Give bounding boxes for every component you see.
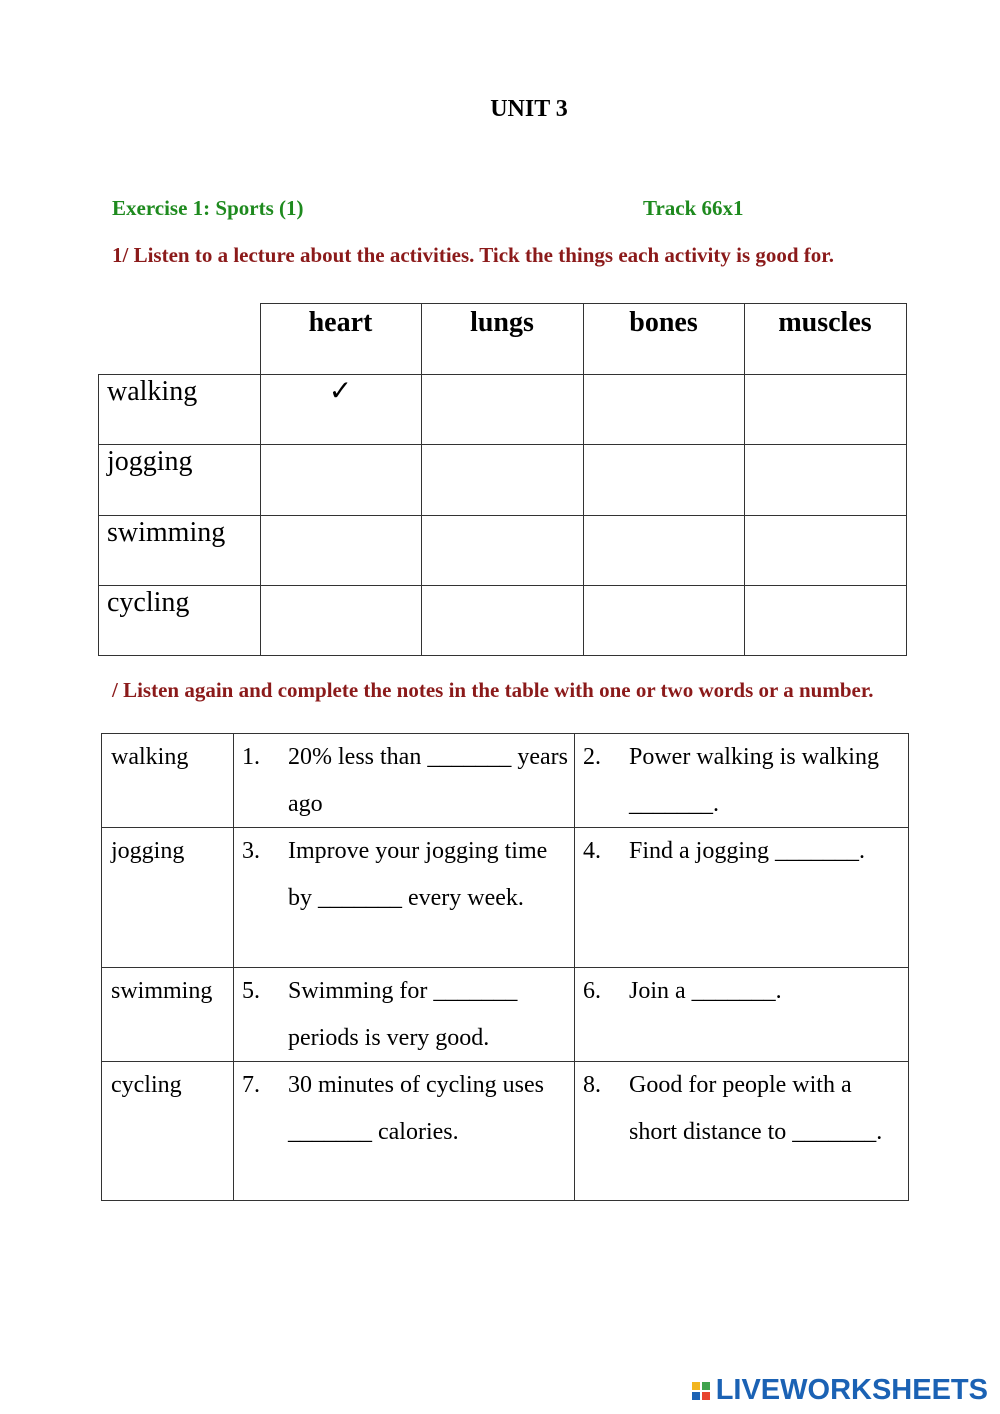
column-header-heart: heart bbox=[308, 307, 373, 338]
tick-cell[interactable] bbox=[260, 515, 421, 585]
column-header-lungs: lungs bbox=[470, 307, 534, 338]
note-number: 5. bbox=[242, 978, 260, 1004]
instruction-1: 1/ Listen to a lecture about the activities. Tick the things each activity is good for. bbox=[112, 243, 834, 267]
liveworksheets-logo-icon bbox=[691, 1381, 713, 1401]
note-number: 2. bbox=[583, 744, 601, 770]
note-text: Find a jogging _______. bbox=[629, 838, 866, 864]
tick-cell[interactable] bbox=[421, 585, 583, 655]
column-header-muscles: muscles bbox=[778, 307, 872, 338]
tick-cell[interactable] bbox=[744, 374, 906, 444]
exercise-title: Exercise 1: Sports (1) bbox=[112, 196, 304, 220]
tick-cell[interactable] bbox=[583, 374, 744, 444]
note-number: 8. bbox=[583, 1072, 601, 1098]
note-item-5[interactable] bbox=[234, 968, 574, 1061]
tick-table bbox=[98, 303, 907, 656]
note-number: 6. bbox=[583, 978, 601, 1004]
tick-cell[interactable]: ✓ bbox=[328, 376, 353, 407]
row-label-jogging: jogging bbox=[107, 446, 193, 477]
tick-cell[interactable] bbox=[744, 515, 906, 585]
tick-cell[interactable] bbox=[421, 444, 583, 515]
column-header-bones: bones bbox=[629, 307, 698, 338]
note-item-8[interactable] bbox=[575, 1062, 908, 1155]
notes-table bbox=[101, 733, 909, 1201]
note-item-1[interactable] bbox=[234, 734, 574, 827]
track-label: Track 66x1 bbox=[643, 196, 744, 220]
table-row bbox=[102, 1062, 909, 1201]
row-label-cycling: cycling bbox=[107, 587, 190, 618]
tick-cell[interactable] bbox=[260, 444, 421, 515]
row-label-swimming: swimming bbox=[107, 517, 226, 548]
tick-cell[interactable] bbox=[260, 585, 421, 655]
logo-text: LIVEWORKSHEETS bbox=[715, 1374, 988, 1406]
notes-activity-cycling: cycling bbox=[102, 1062, 234, 1201]
tick-cell[interactable] bbox=[583, 585, 744, 655]
liveworksheets-logo[interactable] bbox=[691, 1374, 988, 1407]
note-text: Power walking is walking _______. bbox=[629, 744, 879, 817]
note-item-4[interactable] bbox=[575, 828, 908, 875]
note-number: 7. bbox=[242, 1072, 260, 1098]
tick-cell[interactable] bbox=[583, 515, 744, 585]
row-label-walking: walking bbox=[107, 376, 198, 407]
note-number: 4. bbox=[583, 838, 601, 864]
tick-cell[interactable] bbox=[583, 444, 744, 515]
note-number: 3. bbox=[242, 838, 260, 864]
table-row bbox=[102, 734, 909, 828]
note-text: Improve your jogging time by _______ every week. bbox=[288, 838, 548, 911]
note-text: 20% less than _______ years ago bbox=[288, 744, 568, 817]
note-item-3[interactable] bbox=[234, 828, 574, 921]
note-item-6[interactable] bbox=[575, 968, 908, 1015]
notes-activity-swimming: swimming bbox=[102, 968, 234, 1062]
note-text: Swimming for _______ periods is very good. bbox=[288, 978, 518, 1051]
page-title: UNIT 3 bbox=[490, 96, 568, 122]
note-number: 1. bbox=[242, 744, 260, 770]
tick-cell[interactable] bbox=[744, 444, 906, 515]
table-row bbox=[102, 968, 909, 1062]
table-row bbox=[102, 828, 909, 968]
tick-cell[interactable] bbox=[421, 515, 583, 585]
tick-cell[interactable] bbox=[744, 585, 906, 655]
note-text: 30 minutes of cycling uses _______ calories. bbox=[288, 1072, 544, 1145]
note-text: Join a _______. bbox=[629, 978, 782, 1004]
note-item-2[interactable] bbox=[575, 734, 908, 827]
note-text: Good for people with a short distance to _______. bbox=[629, 1072, 883, 1145]
note-item-7[interactable] bbox=[234, 1062, 574, 1155]
notes-activity-walking: walking bbox=[102, 734, 234, 828]
instruction-2: / Listen again and complete the notes in the table with one or two words or a number. bbox=[112, 678, 874, 702]
notes-activity-jogging: jogging bbox=[102, 828, 234, 968]
tick-cell[interactable] bbox=[421, 374, 583, 444]
